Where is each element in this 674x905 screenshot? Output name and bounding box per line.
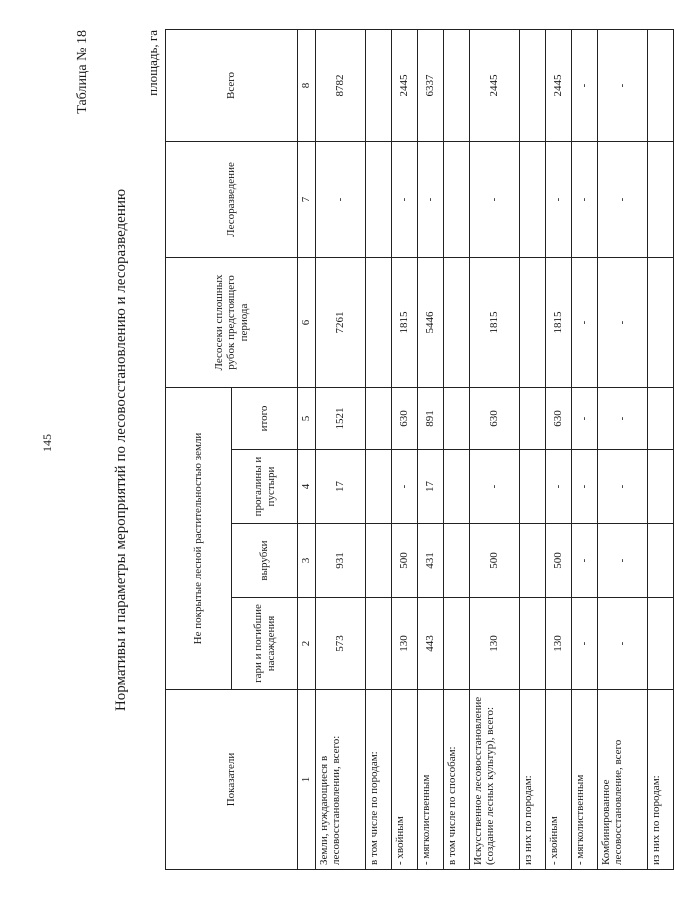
cell-value: 7261 [315, 257, 365, 387]
cell-value [365, 29, 391, 141]
cell-value: 500 [469, 524, 519, 598]
cell-value: 431 [417, 524, 443, 598]
cell-value: - [597, 598, 647, 690]
col-number: 5 [298, 387, 316, 449]
cell-value [443, 524, 469, 598]
cell-value: - [571, 524, 597, 598]
cell-value: 573 [315, 598, 365, 690]
cell-value [647, 598, 673, 690]
table-row [597, 29, 647, 869]
header-total: Всего [166, 29, 298, 141]
cell-value: 17 [315, 450, 365, 524]
cell-value [365, 257, 391, 387]
header-not-covered: Не покрытые лесной растительностью земли [166, 387, 232, 689]
cell-value: 130 [469, 598, 519, 690]
table-row [545, 29, 571, 869]
cell-value: 630 [391, 387, 417, 449]
row-label: в том числе по породам: [365, 690, 391, 870]
table-number: Таблица № 18 [75, 30, 90, 114]
cell-value: 2445 [391, 29, 417, 141]
cell-value: - [469, 141, 519, 257]
table-row [391, 29, 417, 869]
cell-value [365, 598, 391, 690]
cell-value [443, 387, 469, 449]
cell-value [365, 450, 391, 524]
header-burned: гари и погибшие насаждения [232, 598, 298, 690]
cell-value [519, 29, 545, 141]
table-row [443, 29, 469, 869]
col-number: 4 [298, 450, 316, 524]
row-label: Земли, нуждающиеся в лесовосстановлении, всего: [315, 690, 365, 870]
cell-value [519, 387, 545, 449]
cell-value: 630 [545, 387, 571, 449]
cell-value [647, 29, 673, 141]
cell-value [519, 257, 545, 387]
cell-value: - [545, 450, 571, 524]
col-number: 1 [298, 690, 316, 870]
cell-value: 931 [315, 524, 365, 598]
cell-value [519, 141, 545, 257]
cell-value: 5446 [417, 257, 443, 387]
cell-value: - [597, 524, 647, 598]
table-row [519, 29, 545, 869]
cell-value [647, 450, 673, 524]
cell-value [519, 524, 545, 598]
cell-value [519, 598, 545, 690]
cell-value [365, 141, 391, 257]
cell-value: 891 [417, 387, 443, 449]
row-label: из них по породам: [519, 690, 545, 870]
cell-value [647, 257, 673, 387]
cell-value [647, 524, 673, 598]
cell-value [365, 387, 391, 449]
cell-value: 443 [417, 598, 443, 690]
header-afforestation: Лесоразведение [166, 141, 298, 257]
col-number: 2 [298, 598, 316, 690]
cell-value: 6337 [417, 29, 443, 141]
document-title: Нормативы и параметры мероприятий по лесовосстановлению и лесоразведению [113, 188, 129, 712]
cell-value: - [391, 450, 417, 524]
cell-value: - [469, 450, 519, 524]
cell-value: - [597, 387, 647, 449]
cell-value: - [571, 257, 597, 387]
table-row [571, 29, 597, 869]
units-label: площадь, га [145, 30, 160, 96]
table-row [469, 29, 519, 869]
col-number: 3 [298, 524, 316, 598]
data-table [165, 29, 674, 870]
cell-value [443, 141, 469, 257]
cell-value [443, 450, 469, 524]
column-numbers-row [298, 29, 316, 869]
cell-value: 2445 [469, 29, 519, 141]
cell-value: 2445 [545, 29, 571, 141]
row-label: - хвойным [391, 690, 417, 870]
row-label: Комбинированное лесовосстановление, всего [597, 690, 647, 870]
cell-value: - [571, 387, 597, 449]
row-label: из них по породам: [647, 690, 673, 870]
header-glades: прогалины и пустыри [232, 450, 298, 524]
cell-value: 130 [391, 598, 417, 690]
cell-value [443, 257, 469, 387]
col-number: 8 [298, 29, 316, 141]
cell-value: - [571, 29, 597, 141]
cell-value: 1521 [315, 387, 365, 449]
cell-value: - [597, 29, 647, 141]
cell-value: - [391, 141, 417, 257]
cell-value [647, 387, 673, 449]
cell-value: 8782 [315, 29, 365, 141]
col-number: 7 [298, 141, 316, 257]
cell-value: - [597, 141, 647, 257]
header-total-sub: итого [232, 387, 298, 449]
table-row [417, 29, 443, 869]
cell-value: - [417, 141, 443, 257]
col-number: 6 [298, 257, 316, 387]
cell-value: 130 [545, 598, 571, 690]
header-clearings: вырубки [232, 524, 298, 598]
cell-value: - [571, 450, 597, 524]
cell-value: - [571, 598, 597, 690]
cell-value: - [597, 257, 647, 387]
row-label: - мягколиственным [571, 690, 597, 870]
rotated-page-content [75, 30, 662, 870]
cell-value: - [571, 141, 597, 257]
cell-value: 500 [545, 524, 571, 598]
row-label: - мягколиственным [417, 690, 443, 870]
table-row [365, 29, 391, 869]
header-indicators: Показатели [166, 690, 298, 870]
page-number: 145 [40, 434, 54, 452]
header-felling: Лесосеки сплошных рубок предстоящего периода [166, 257, 298, 387]
cell-value [443, 598, 469, 690]
cell-value [443, 29, 469, 141]
table-row [315, 29, 365, 869]
cell-value [365, 524, 391, 598]
table-row [647, 29, 673, 869]
cell-value: - [315, 141, 365, 257]
cell-value: 1815 [545, 257, 571, 387]
row-label: - хвойным [545, 690, 571, 870]
cell-value [519, 450, 545, 524]
cell-value: 630 [469, 387, 519, 449]
cell-value: 17 [417, 450, 443, 524]
row-label: в том числе по способам: [443, 690, 469, 870]
cell-value: 500 [391, 524, 417, 598]
cell-value: - [545, 141, 571, 257]
cell-value [647, 141, 673, 257]
cell-value: - [597, 450, 647, 524]
row-label: Искусственное лесовосстановление (создание лесных культур), всего: [469, 690, 519, 870]
cell-value: 1815 [391, 257, 417, 387]
cell-value: 1815 [469, 257, 519, 387]
